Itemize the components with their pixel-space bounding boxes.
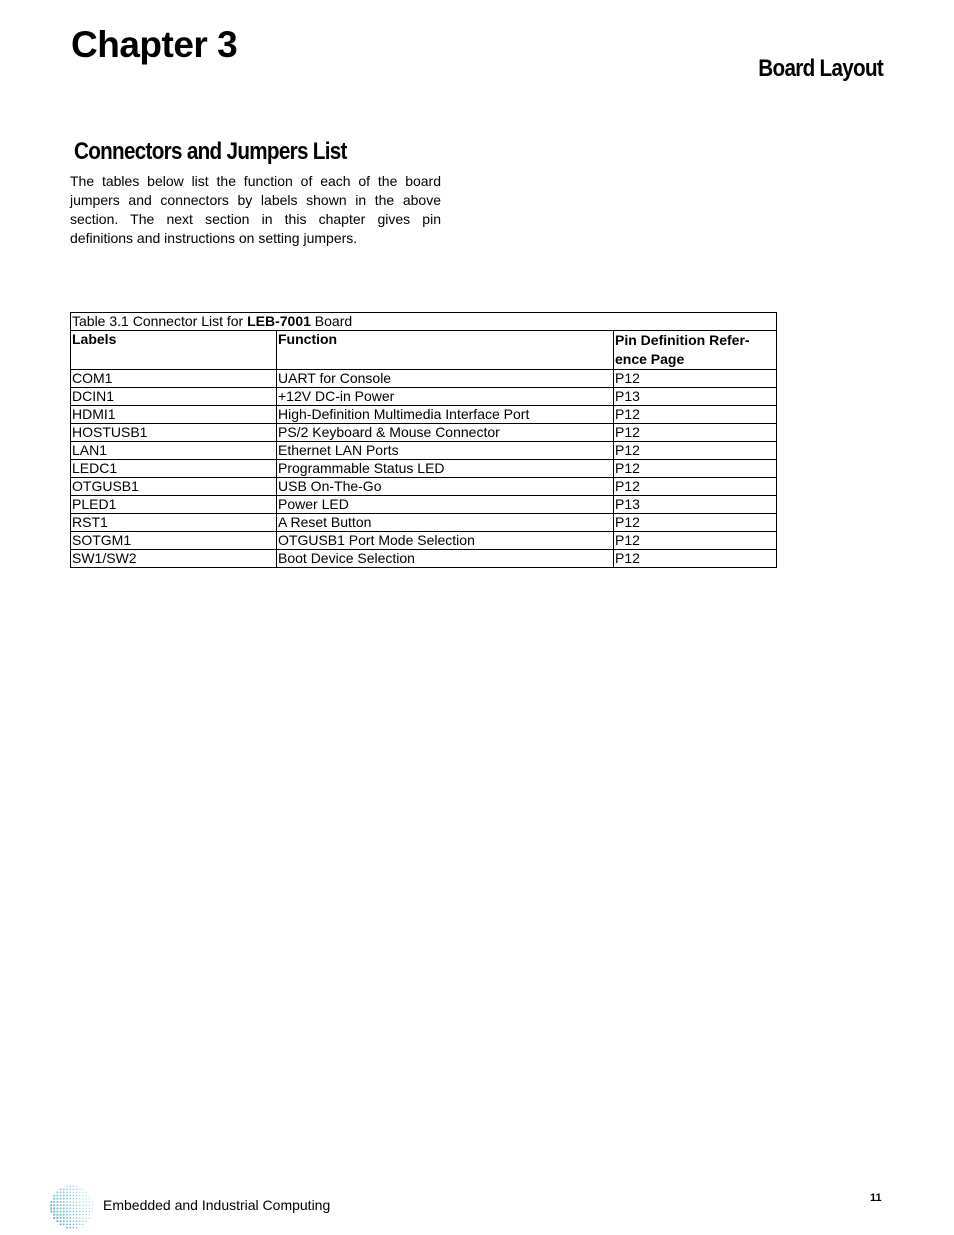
caption-model: LEB-7001 (247, 313, 311, 329)
cell-label: HOSTUSB1 (71, 424, 277, 442)
header-function: Function (277, 331, 614, 370)
cell-page: P12 (614, 532, 777, 550)
cell-function: +12V DC-in Power (277, 388, 614, 406)
table-row (71, 370, 777, 388)
cell-label: SW1/SW2 (71, 550, 277, 568)
table-row (71, 388, 777, 406)
cell-label: RST1 (71, 514, 277, 532)
table-row (71, 424, 777, 442)
cell-page: P13 (614, 388, 777, 406)
cell-page: P12 (614, 424, 777, 442)
table-caption (71, 313, 777, 331)
table-row (71, 550, 777, 568)
section-header-title: Board Layout (758, 55, 883, 82)
table-row (71, 496, 777, 514)
table-row (71, 532, 777, 550)
cell-label: LAN1 (71, 442, 277, 460)
cell-function: A Reset Button (277, 514, 614, 532)
cell-page: P12 (614, 514, 777, 532)
page-number: 11 (870, 1192, 882, 1204)
cell-page: P13 (614, 496, 777, 514)
header-pin-page: Pin Definition Refer-ence Page (614, 331, 777, 370)
cell-function: PS/2 Keyboard & Mouse Connector (277, 424, 614, 442)
cell-function: Ethernet LAN Ports (277, 442, 614, 460)
cell-page: P12 (614, 406, 777, 424)
cell-label: PLED1 (71, 496, 277, 514)
cell-page: P12 (614, 370, 777, 388)
cell-page: P12 (614, 478, 777, 496)
cell-function: Boot Device Selection (277, 550, 614, 568)
cell-label: HDMI1 (71, 406, 277, 424)
cell-page: P12 (614, 460, 777, 478)
cell-page: P12 (614, 442, 777, 460)
table-header-row (71, 331, 777, 370)
intro-paragraph: The tables below list the function of each of the board jumpers and connectors by labels shown in the above section. The next section in this chapter gives pin definitions and instructions on setting jumpers. (70, 173, 441, 246)
cell-function: Power LED (277, 496, 614, 514)
cell-function: UART for Console (277, 370, 614, 388)
table-row (71, 478, 777, 496)
footer-tagline: Embedded and Industrial Computing (103, 1197, 331, 1213)
caption-suffix: Board (310, 313, 353, 329)
table-caption-row (71, 313, 777, 331)
cell-function: OTGUSB1 Port Mode Selection (277, 532, 614, 550)
cell-function: High-Definition Multimedia Interface Port (277, 406, 614, 424)
cell-function: Programmable Status LED (277, 460, 614, 478)
chapter-title: Chapter 3 (71, 24, 238, 65)
table-row (71, 514, 777, 532)
connector-table (70, 312, 777, 568)
company-logo-icon (49, 1184, 95, 1230)
header-labels: Labels (71, 331, 277, 370)
cell-label: OTGUSB1 (71, 478, 277, 496)
table-row (71, 442, 777, 460)
caption-prefix: Table 3.1 Connector List for (72, 313, 248, 329)
cell-page: P12 (614, 550, 777, 568)
cell-label: LEDC1 (71, 460, 277, 478)
section-heading: Connectors and Jumpers List (74, 138, 347, 165)
table-row (71, 406, 777, 424)
cell-label: DCIN1 (71, 388, 277, 406)
cell-label: COM1 (71, 370, 277, 388)
cell-label: SOTGM1 (71, 532, 277, 550)
cell-function: USB On-The-Go (277, 478, 614, 496)
table-row (71, 460, 777, 478)
